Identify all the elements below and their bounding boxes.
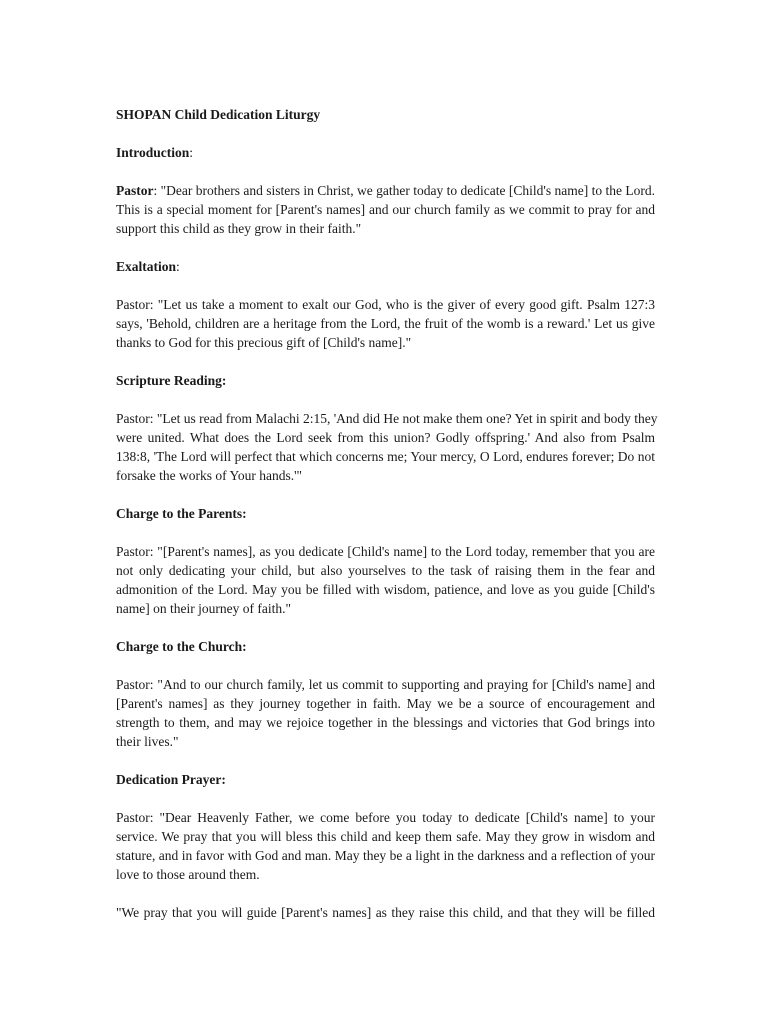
paragraph-line: love to those around them. (116, 867, 260, 882)
paragraph-charge-to-parents (116, 542, 655, 618)
section-heading-dedication-prayer: Dedication Prayer: (116, 772, 226, 787)
section-heading-charge-to-parents: Charge to the Parents: (116, 506, 247, 521)
paragraph-line: name] on their journey of faith." (116, 601, 291, 616)
paragraph-line: Pastor: "And to our church family, let us commit to supporting and praying for [Child's name] and (116, 677, 655, 692)
paragraph-line: thanks to God for this precious gift of [Child's name]." (116, 335, 412, 350)
heading-text: Exaltation (116, 259, 177, 274)
paragraph-line: support this child as they grow in their faith." (116, 221, 362, 236)
paragraph-line: says, 'Behold, children are a heritage from the Lord, the fruit of the womb is a reward.' Let us give (116, 316, 655, 331)
heading-suffix: : (189, 145, 194, 160)
paragraph-line: Pastor: "[Parent's names], as you dedicate [Child's name] to the Lord today, remember that you are (116, 544, 655, 559)
paragraph-exaltation (116, 295, 655, 352)
paragraph-line: Pastor: "Dear Heavenly Father, we come before you today to dedicate [Child's name] to your (116, 810, 655, 825)
paragraph-line: 138:8, 'The Lord will perfect that which concerns me; Your mercy, O Lord, endures forever; Do not (116, 449, 655, 464)
paragraph-line: "We pray that you will guide [Parent's names] as they raise this child, and that they will be filled (116, 905, 655, 920)
paragraph-line: Pastor: "Let us read from Malachi 2:15, 'And did He not make them one? Yet in spirit and body they (116, 411, 658, 426)
paragraph-line (116, 181, 655, 200)
paragraph-dedication-prayer (116, 808, 655, 884)
section-heading-charge-to-church: Charge to the Church: (116, 639, 247, 654)
paragraph-prayer-continued (116, 903, 655, 922)
paragraph-line: This is a special moment for [Parent's names] and our church family as we commit to pray for and (116, 202, 655, 217)
document-title: SHOPAN Child Dedication Liturgy (116, 107, 321, 122)
paragraph-line: forsake the works of Your hands.'" (116, 468, 303, 483)
paragraph-line: stature, and in favor with God and man. May they be a light in the darkness and a reflection of your (116, 848, 655, 863)
speaker-label: Pastor (116, 183, 154, 198)
heading-text: Introduction (116, 145, 190, 160)
paragraph-line: [Parent's names] as they journey together in faith. May we be a source of encouragement and (116, 696, 655, 711)
section-heading-exaltation (116, 257, 655, 276)
paragraph-line: were united. What does the Lord seek from this union? Godly offspring.' And also from Psalm (116, 430, 655, 445)
paragraph-line: service. We pray that you will bless this child and keep them safe. May they grow in wisdom and (116, 829, 655, 844)
paragraph-line: strength to them, and may we rejoice together in the blessings and victories that God brings into (116, 715, 655, 730)
paragraph-line: not only dedicating your child, but also yourselves to the task of raising them in the fear and (116, 563, 655, 578)
paragraph-charge-to-church (116, 675, 655, 751)
section-heading-introduction (116, 143, 655, 162)
document-page (116, 105, 658, 922)
paragraph-introduction (116, 181, 655, 238)
section-heading-scripture-reading: Scripture Reading: (116, 373, 227, 388)
heading-suffix: : (176, 259, 180, 274)
line-text: : "Dear brothers and sisters in Christ, we gather today to dedicate [Child's name] to the Lord. (153, 183, 655, 198)
paragraph-scripture-reading (116, 409, 658, 485)
paragraph-line: their lives." (116, 734, 179, 749)
paragraph-line: Pastor: "Let us take a moment to exalt our God, who is the giver of every good gift. Psalm 127:3 (116, 297, 655, 312)
paragraph-line: admonition of the Lord. May you be filled with wisdom, patience, and love as you guide [Child's (116, 582, 655, 597)
